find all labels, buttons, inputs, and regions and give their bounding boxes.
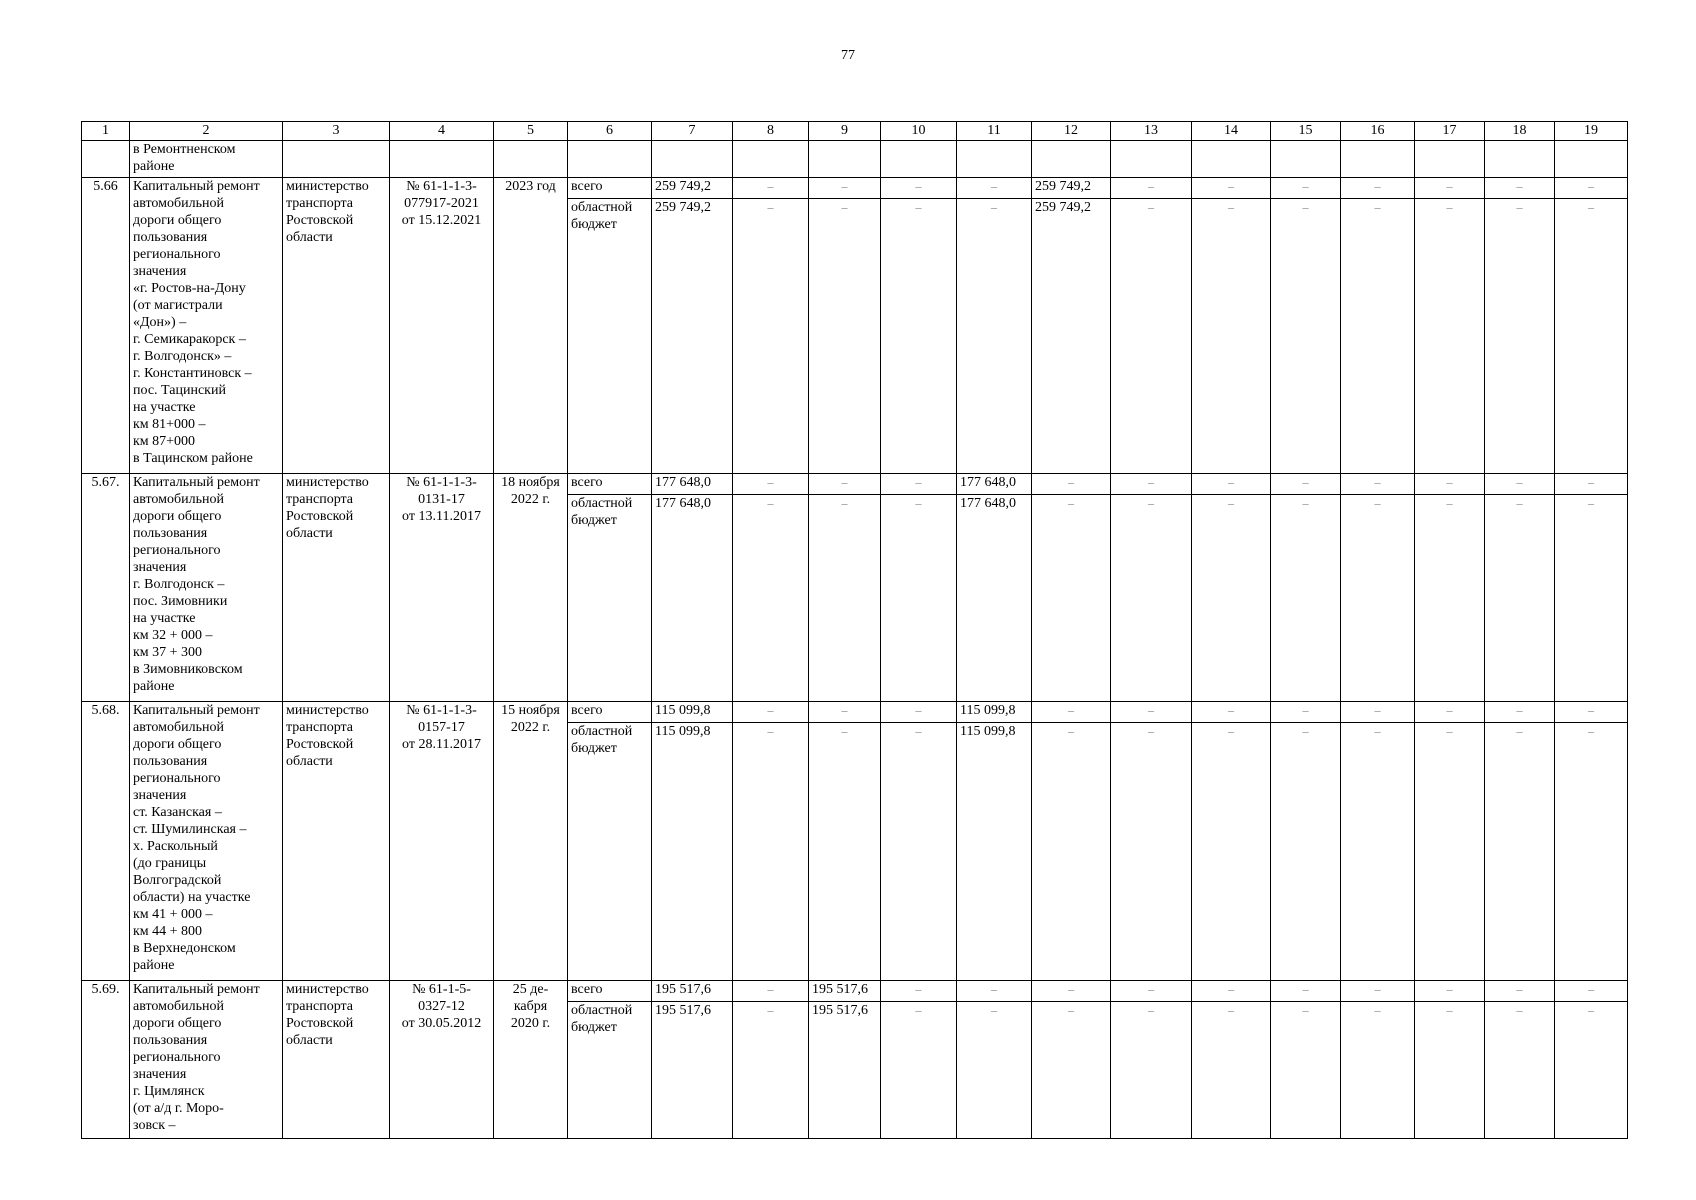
completion-date: 18 ноября 2022 г. [494,474,568,702]
amount-col-10: – [881,199,957,474]
amount-col-14: – [1192,1002,1271,1139]
amount-col-7: 195 517,6 [652,1002,733,1139]
amount-col-11: 177 648,0 [957,495,1032,702]
amount-col-18: – [1485,495,1555,702]
amount-col-16: – [1341,178,1415,199]
amount-col-16: – [1341,981,1415,1002]
expertise-doc: № 61-1-1-3- 0131-17 от 13.11.2017 [390,474,494,702]
column-number: 11 [957,122,1032,141]
amount-col-15: – [1271,199,1341,474]
expertise-doc: № 61-1-5- 0327-12 от 30.05.2012 [390,981,494,1139]
object-name: Капитальный ремонт автомобильной дороги общего пользования регионального значения ст. Казанская – ст. Шумилинская – х. Раскольный (до границы Волгоградской области) на участке км 41 + 000 – км 44 + 800 в Верхнедонском районе [130,702,283,981]
amount-col-13: – [1111,702,1192,723]
amount-col-19: – [1555,723,1628,981]
column-number: 6 [568,122,652,141]
amount-col-10: – [881,178,957,199]
amount-col-18: – [1485,1002,1555,1139]
amount-col-9: – [809,723,881,981]
amount-col-17: – [1415,723,1485,981]
page-number: 77 [841,48,855,63]
amount-col-8: – [733,702,809,723]
amount-col-12: – [1032,495,1111,702]
amount-col-13: – [1111,199,1192,474]
amount-col-10: – [881,1002,957,1139]
amount-col-11: 115 099,8 [957,723,1032,981]
amount-col-14: – [1192,199,1271,474]
object-name-continuation: в Ремонтненском районе [130,141,283,178]
amount-col-7: 115 099,8 [652,723,733,981]
entry-id: 5.66 [82,178,130,474]
amount-col-15: – [1271,1002,1341,1139]
column-number-row [82,122,1628,141]
amount-col-9: – [809,178,881,199]
funding-source: областной бюджет [568,495,652,702]
amount-col-8: – [733,981,809,1002]
completion-date: 25 де- кабря 2020 г. [494,981,568,1139]
amount-col-9: – [809,474,881,495]
amount-col-12: – [1032,474,1111,495]
column-number: 14 [1192,122,1271,141]
amount-col-17: – [1415,1002,1485,1139]
amount-col-9: – [809,495,881,702]
amount-col-18: – [1485,199,1555,474]
amount-col-19: – [1555,495,1628,702]
funding-source: всего [568,474,652,495]
responsible-org: министерство транспорта Ростовской области [283,702,390,981]
completion-date: 2023 год [494,178,568,474]
amount-col-12: 259 749,2 [1032,199,1111,474]
object-name: Капитальный ремонт автомобильной дороги общего пользования регионального значения г. Цимлянск (от а/д г. Моро- зовск – [130,981,283,1139]
amount-col-10: – [881,981,957,1002]
column-number: 17 [1415,122,1485,141]
continuation-row [82,141,1628,178]
amount-col-11: – [957,178,1032,199]
amount-col-13: – [1111,474,1192,495]
amount-col-18: – [1485,981,1555,1002]
amount-col-14: – [1192,178,1271,199]
entry-id: 5.69. [82,981,130,1139]
amount-col-15: – [1271,474,1341,495]
amount-col-11: – [957,981,1032,1002]
amount-col-17: – [1415,495,1485,702]
expertise-doc: № 61-1-1-3- 0157-17 от 28.11.2017 [390,702,494,981]
column-number: 3 [283,122,390,141]
funding-source: областной бюджет [568,723,652,981]
amount-col-12: – [1032,702,1111,723]
amount-col-19: – [1555,981,1628,1002]
amount-col-18: – [1485,723,1555,981]
entry-total-row [82,178,1628,199]
amount-col-9: – [809,199,881,474]
funding-source: всего [568,981,652,1002]
column-number: 16 [1341,122,1415,141]
amount-col-17: – [1415,981,1485,1002]
object-name: Капитальный ремонт автомобильной дороги общего пользования регионального значения «г. Ростов-на-Дону (от магистрали «Дон») – г. Семикаракорск – г. Волгодонск» – г. Константиновск – пос. Тацинский на участке км 81+000 – км 87+000 в Тацинском районе [130,178,283,474]
funding-source: областной бюджет [568,199,652,474]
amount-col-19: – [1555,1002,1628,1139]
amount-col-18: – [1485,702,1555,723]
amount-col-16: – [1341,1002,1415,1139]
amount-col-12: – [1032,1002,1111,1139]
responsible-org: министерство транспорта Ростовской области [283,178,390,474]
entry-id: 5.68. [82,702,130,981]
entry-total-row [82,702,1628,723]
amount-col-14: – [1192,981,1271,1002]
amount-col-13: – [1111,1002,1192,1139]
amount-col-16: – [1341,199,1415,474]
expertise-doc: № 61-1-1-3- 077917-2021 от 15.12.2021 [390,178,494,474]
column-number: 18 [1485,122,1555,141]
amount-col-12: 259 749,2 [1032,178,1111,199]
funding-source: всего [568,702,652,723]
amount-col-10: – [881,723,957,981]
column-number: 9 [809,122,881,141]
amount-col-9: 195 517,6 [809,1002,881,1139]
amount-col-12: – [1032,723,1111,981]
responsible-org: министерство транспорта Ростовской области [283,981,390,1139]
amount-col-8: – [733,178,809,199]
amount-col-7: 259 749,2 [652,178,733,199]
column-number: 8 [733,122,809,141]
amount-col-16: – [1341,495,1415,702]
amount-col-13: – [1111,981,1192,1002]
amount-col-17: – [1415,474,1485,495]
responsible-org: министерство транспорта Ростовской области [283,474,390,702]
amount-col-16: – [1341,723,1415,981]
amount-col-15: – [1271,981,1341,1002]
column-number: 7 [652,122,733,141]
amount-col-19: – [1555,178,1628,199]
amount-col-7: 259 749,2 [652,199,733,474]
amount-col-14: – [1192,723,1271,981]
column-number: 19 [1555,122,1628,141]
amount-col-7: 177 648,0 [652,474,733,495]
program-table [81,121,1628,1139]
amount-col-7: 115 099,8 [652,702,733,723]
amount-col-11: 177 648,0 [957,474,1032,495]
amount-col-17: – [1415,702,1485,723]
amount-col-9: – [809,702,881,723]
column-number: 13 [1111,122,1192,141]
amount-col-15: – [1271,495,1341,702]
amount-col-17: – [1415,199,1485,474]
amount-col-18: – [1485,178,1555,199]
amount-col-7: 177 648,0 [652,495,733,702]
amount-col-8: – [733,723,809,981]
amount-col-15: – [1271,723,1341,981]
funding-source: областной бюджет [568,1002,652,1139]
amount-col-14: – [1192,702,1271,723]
amount-col-10: – [881,474,957,495]
column-number: 5 [494,122,568,141]
amount-col-18: – [1485,474,1555,495]
amount-col-15: – [1271,702,1341,723]
column-number: 15 [1271,122,1341,141]
entry-id: 5.67. [82,474,130,702]
amount-col-10: – [881,495,957,702]
entry-total-row [82,474,1628,495]
amount-col-8: – [733,1002,809,1139]
amount-col-13: – [1111,723,1192,981]
amount-col-8: – [733,199,809,474]
amount-col-14: – [1192,495,1271,702]
amount-col-11: 115 099,8 [957,702,1032,723]
object-name: Капитальный ремонт автомобильной дороги общего пользования регионального значения г. Волгодонск – пос. Зимовники на участке км 32 + 000 – км 37 + 300 в Зимовниковском районе [130,474,283,702]
amount-col-14: – [1192,474,1271,495]
funding-source: всего [568,178,652,199]
amount-col-9: 195 517,6 [809,981,881,1002]
amount-col-13: – [1111,178,1192,199]
column-number: 12 [1032,122,1111,141]
amount-col-16: – [1341,474,1415,495]
amount-col-12: – [1032,981,1111,1002]
amount-col-7: 195 517,6 [652,981,733,1002]
completion-date: 15 ноября 2022 г. [494,702,568,981]
amount-col-19: – [1555,199,1628,474]
amount-col-15: – [1271,178,1341,199]
amount-col-13: – [1111,495,1192,702]
amount-col-19: – [1555,474,1628,495]
column-number: 4 [390,122,494,141]
amount-col-16: – [1341,702,1415,723]
amount-col-11: – [957,1002,1032,1139]
amount-col-19: – [1555,702,1628,723]
column-number: 10 [881,122,957,141]
amount-col-8: – [733,495,809,702]
amount-col-10: – [881,702,957,723]
column-number: 2 [130,122,283,141]
column-number: 1 [82,122,130,141]
amount-col-17: – [1415,178,1485,199]
entry-total-row [82,981,1628,1002]
amount-col-8: – [733,474,809,495]
amount-col-11: – [957,199,1032,474]
